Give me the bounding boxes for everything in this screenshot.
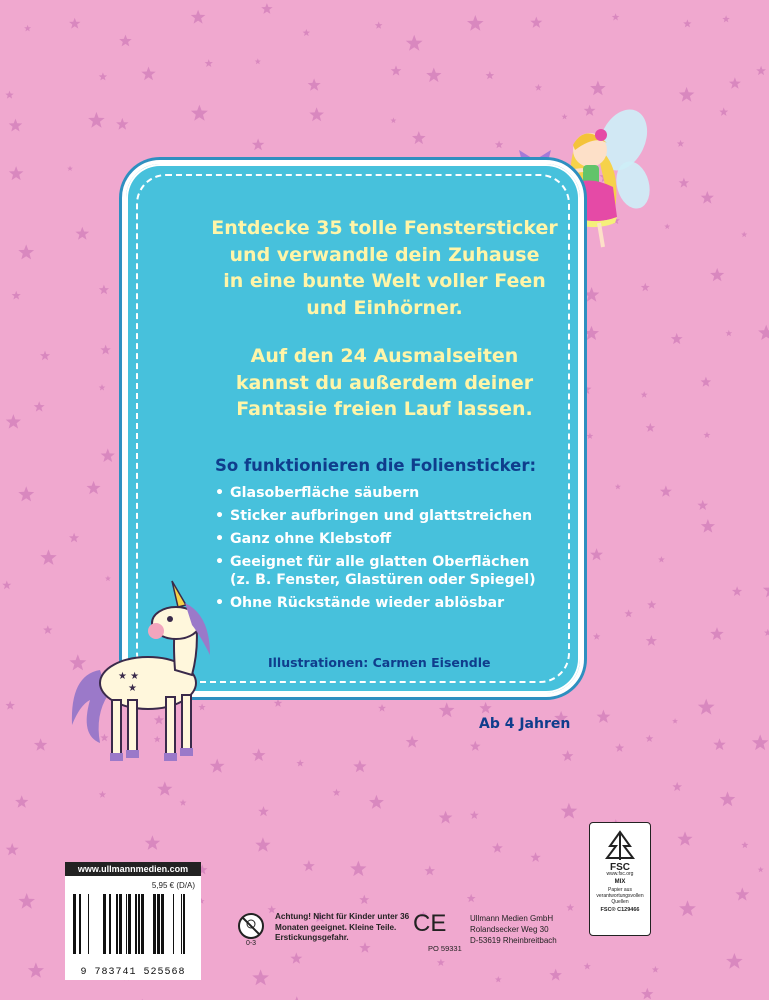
illustrator-credit: Illustrationen: Carmen Eisendle (268, 655, 491, 670)
background-star (722, 15, 730, 22)
background-star (646, 423, 656, 432)
background-star (308, 78, 321, 90)
background-star (615, 484, 621, 490)
background-star (34, 738, 47, 751)
background-star (145, 835, 161, 850)
background-star (157, 781, 172, 795)
barcode-icon (71, 894, 195, 954)
background-star (561, 803, 578, 819)
barcode-bar (79, 894, 81, 954)
background-star (6, 843, 19, 855)
svg-text:★ ★: ★ ★ (118, 671, 140, 682)
bullet-icon: • (215, 531, 225, 547)
background-star (439, 702, 455, 717)
background-star (486, 71, 495, 79)
background-star (296, 759, 304, 766)
publisher-line: Ullmann Medien GmbH (470, 914, 554, 923)
background-star (677, 831, 692, 845)
bullet-icon: • (215, 595, 225, 611)
background-star (191, 10, 206, 24)
background-star (309, 107, 324, 121)
background-star (180, 799, 187, 806)
background-star (530, 17, 542, 28)
background-star (562, 750, 574, 761)
background-star (255, 58, 261, 64)
background-star (5, 91, 13, 99)
price-label: 5,95 € (D/A) (151, 881, 195, 890)
background-star (191, 105, 208, 121)
background-star (535, 84, 542, 91)
instruction-item (215, 530, 575, 548)
barcode-bar (128, 894, 131, 954)
background-star (652, 966, 659, 973)
background-star (549, 969, 562, 981)
background-star (101, 448, 115, 462)
publisher-address (470, 913, 557, 946)
fsc-code: FSC® C129466 (600, 907, 640, 913)
background-star (87, 481, 101, 494)
barcode-bar (161, 894, 164, 954)
background-star (290, 952, 302, 963)
barcode-bar (153, 894, 156, 954)
background-star (764, 629, 769, 636)
background-star (701, 519, 715, 533)
background-star (704, 432, 711, 439)
barcode-bar (103, 894, 106, 954)
barcode-bar (173, 894, 174, 954)
background-star (425, 865, 436, 875)
publisher-line: Rolandsecker Weg 30 (470, 925, 549, 934)
background-star (116, 118, 128, 130)
background-star (40, 549, 56, 565)
intro-paragraph-1 (0, 215, 769, 321)
background-star (15, 795, 28, 808)
background-star (470, 741, 481, 751)
background-star (378, 704, 386, 712)
background-star (492, 843, 503, 853)
background-star (726, 330, 733, 336)
background-star (752, 734, 769, 750)
choking-warning-text: Achtung! Nicht für Kinder unter 36 Monaten geeignet. Kleine Teile. Erstickungsgefahr. (275, 912, 410, 942)
background-star (252, 748, 266, 761)
background-star (9, 119, 23, 132)
background-star (406, 735, 419, 747)
background-star (467, 15, 484, 31)
background-star (679, 87, 695, 102)
background-star (590, 548, 603, 560)
background-star (641, 988, 653, 1000)
intro-paragraph-2 (0, 343, 769, 423)
background-star (67, 166, 73, 171)
background-star (701, 191, 714, 204)
background-star (2, 581, 11, 590)
background-star (566, 904, 574, 911)
background-star (710, 627, 724, 640)
background-star (658, 556, 665, 562)
background-star (412, 131, 426, 144)
background-star (713, 738, 725, 750)
po-number: PO 59331 (428, 944, 462, 953)
fsc-label (589, 822, 651, 936)
background-star (672, 718, 678, 724)
background-star (726, 953, 743, 969)
background-star (390, 117, 396, 123)
background-star (646, 635, 657, 646)
background-star (252, 138, 264, 150)
barcode-bar (141, 894, 144, 954)
background-star (353, 760, 366, 773)
background-star (359, 942, 370, 953)
background-star (439, 811, 453, 824)
background-star (369, 795, 384, 809)
background-star (758, 325, 769, 340)
intro-line: kannst du außerdem deiner (235, 371, 534, 394)
background-star (9, 166, 24, 180)
instructions-section (215, 456, 575, 617)
background-star (99, 791, 106, 798)
background-star (258, 806, 269, 816)
fsc-paper-text: Papier aus verantwortungsvollen Quellen (596, 887, 644, 905)
background-star (597, 710, 611, 723)
fsc-mix-label: MIX (614, 879, 626, 885)
bullet-icon: • (215, 508, 225, 524)
age-recommendation: Ab 4 Jahren (479, 716, 571, 732)
background-star (406, 35, 423, 51)
background-star (99, 72, 107, 80)
barcode-bar (109, 894, 111, 954)
fsc-website: www.fsc.org (606, 871, 634, 877)
background-star (391, 65, 402, 75)
background-star (698, 699, 715, 715)
barcode-bar (88, 894, 89, 954)
background-star (205, 59, 213, 67)
bullet-icon: • (215, 485, 225, 501)
background-star (679, 900, 696, 916)
background-star (735, 887, 749, 900)
background-star (495, 140, 503, 148)
background-star (660, 485, 672, 496)
background-star (719, 107, 728, 116)
instruction-item (215, 553, 575, 589)
background-star (467, 894, 476, 902)
publisher-line: D-53619 Rheinbreitbach (470, 936, 557, 945)
barcode-bar (157, 894, 160, 954)
intro-line: Fantasie freien Lauf lassen. (236, 398, 533, 420)
instruction-item (215, 594, 575, 612)
background-star (758, 867, 764, 873)
instruction-text: Sticker aufbringen und glattstreichen (230, 508, 533, 524)
background-star (584, 326, 599, 340)
background-star (593, 633, 600, 640)
intro-line: Entdecke 35 tolle Fenstersticker (211, 217, 558, 239)
background-star (679, 178, 690, 188)
barcode-bar (138, 894, 140, 954)
background-star (741, 841, 748, 848)
background-star (28, 962, 44, 977)
background-star (677, 140, 684, 147)
background-star (69, 533, 79, 543)
background-star (24, 25, 31, 32)
background-star (88, 112, 105, 128)
instruction-item (215, 507, 575, 525)
background-star (672, 782, 682, 791)
background-star (141, 67, 155, 81)
instruction-text: Ohne Rückstände wieder ablösbar (230, 595, 505, 611)
instructions-list (215, 484, 575, 612)
fsc-logo-text: FSC (610, 862, 630, 872)
background-star (612, 13, 620, 20)
instruction-item (215, 484, 575, 502)
background-star (437, 959, 445, 966)
barcode-bar (116, 894, 118, 954)
bullet-icon: • (215, 554, 225, 570)
instruction-text: Ganz ohne Klebstoff (230, 531, 392, 547)
background-star (697, 500, 708, 510)
background-star (350, 861, 366, 877)
age-warning-icon (233, 912, 269, 946)
fsc-tree-icon (602, 828, 638, 872)
isbn-number: 9 783741 525568 (80, 967, 186, 978)
instruction-text: Geeignet für alle glatten Oberflächen (z. B. Fenster, Glastüren oder Spiegel) (230, 554, 536, 588)
unicorn-illustration (60, 575, 250, 775)
background-star (720, 791, 736, 806)
barcode-bar (119, 894, 122, 954)
svg-text:★: ★ (128, 683, 137, 694)
background-star (18, 486, 34, 501)
background-star (426, 68, 441, 83)
background-star (590, 81, 606, 96)
background-star (43, 625, 52, 634)
instruction-text: Glasoberfläche säubern (230, 485, 420, 501)
background-star (647, 600, 656, 609)
barcode-bar (73, 894, 76, 954)
background-star (333, 789, 341, 796)
background-star (274, 699, 283, 707)
background-star (470, 811, 479, 819)
background-star (495, 976, 502, 982)
background-star (261, 3, 272, 14)
background-star (252, 969, 269, 985)
intro-line: in eine bunte Welt voller Feen (223, 270, 546, 292)
instructions-title: So funktionieren die Foliensticker: (215, 456, 537, 475)
background-star (683, 19, 691, 27)
background-star (375, 21, 383, 28)
publisher-url: www.ullmannmedien.com (65, 862, 201, 876)
background-star (480, 702, 492, 714)
background-star (289, 996, 305, 1000)
background-star (530, 852, 540, 862)
background-star (763, 582, 769, 598)
background-star (646, 735, 654, 742)
background-star (359, 895, 369, 905)
background-star (756, 66, 766, 75)
barcode-box (65, 862, 201, 980)
barcode-bar (126, 894, 127, 954)
intro-line: Auf den 24 Ausmalseiten (250, 345, 519, 367)
barcode-bar (183, 894, 185, 954)
background-star (732, 586, 742, 596)
background-star (69, 18, 81, 29)
background-star (5, 701, 15, 710)
background-star (729, 77, 741, 88)
background-star (18, 893, 35, 909)
barcode-bar (181, 894, 182, 954)
background-star (615, 743, 624, 752)
background-star (584, 963, 591, 970)
age-warning-label: 0-3 (245, 940, 257, 946)
barcode-bar (135, 894, 137, 954)
background-star (119, 35, 132, 47)
background-star (255, 837, 270, 852)
intro-line: und verwandle dein Zuhause (229, 243, 540, 266)
background-star (587, 433, 594, 439)
background-star (303, 860, 315, 871)
background-star (303, 29, 311, 36)
background-star (624, 609, 632, 617)
intro-line: und Einhörner. (306, 296, 463, 319)
ce-mark-icon: CE (413, 910, 447, 937)
